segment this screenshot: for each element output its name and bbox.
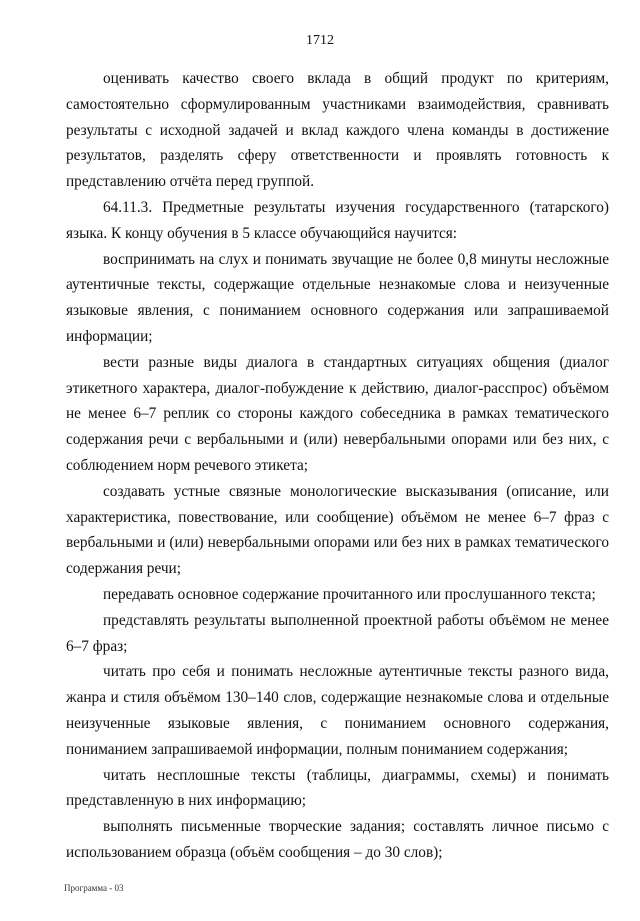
list-item: создавать устные связные монологические высказывания (описание, или характеристика, повествование, или сообщение) объёмом не менее 6–7 фраз с вербальными и (или) невербальными опорами или без них в рамках тематического содержания речи; — [66, 482, 609, 578]
page-body — [66, 66, 609, 866]
list-item: представлять результаты выполненной проектной работы объёмом не менее 6–7 фраз; — [66, 611, 609, 655]
list-item: выполнять письменные творческие задания; составлять личное письмо с использованием образца (объём сообщения – до 30 слов); — [66, 818, 609, 861]
list-item: воспринимать на слух и понимать звучащие не более 0,8 минуты несложные аутентичные тексты, содержащие отдельные незнакомые слова и неизученные языковые явления, с пониманием основного содержания или запрашиваемой информации; — [66, 250, 609, 345]
section-heading-paragraph: 64.11.3. Предметные результаты изучения государственного (татарского) языка. К концу обучения в 5 классе обучающийся научится: — [66, 198, 609, 242]
list-item: передавать основное содержание прочитанного или прослушанного текста; — [103, 585, 596, 603]
page-number: 1712 — [306, 33, 334, 48]
list-item: читать несплошные тексты (таблицы, диаграммы, схемы) и понимать представленную в них информацию; — [66, 766, 609, 810]
paragraph: оценивать качество своего вклада в общий продукт по критериям, самостоятельно сформулированным участниками взаимодействия, сравнивать результаты с исходной задачей и вклад каждого члена команды в достижение результатов, разделять сферу ответственности и проявлять готовность к представлению отчёта перед группой. — [66, 70, 609, 191]
list-item: читать про себя и понимать несложные аутентичные тексты разного вида, жанра и стиля объёмом 130–140 слов, содержащие незнакомые слова и отдельные неизученные языковые явления, с пониманием основного содержания, пониманием запрашиваемой информации, полным пониманием содержания; — [66, 663, 609, 758]
list-item: вести разные виды диалога в стандартных ситуациях общения (диалог этикетного характера, диалог-побуждение к действию, диалог-расспрос) объёмом не менее 6–7 реплик со стороны каждого собеседника в рамках тематического содержания речи с вербальными и (или) невербальными опорами или без них, с соблюдением норм речевого этикета; — [66, 353, 609, 474]
footer-label: Программа - 03 — [64, 883, 124, 893]
